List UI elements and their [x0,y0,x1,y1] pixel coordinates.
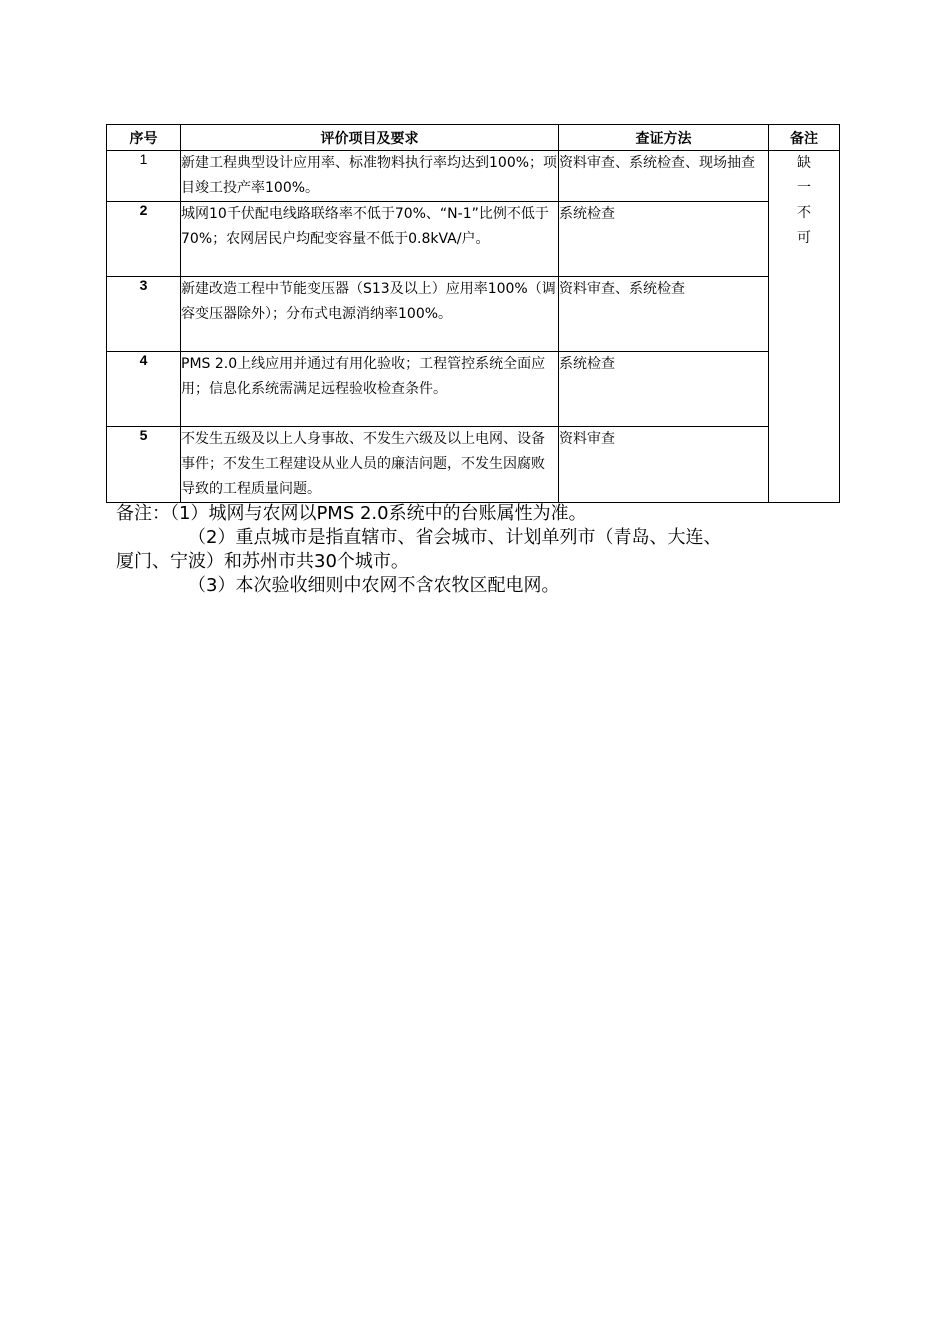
note-2-line-1: （2）重点城市是指直辖市、省会城市、计划单列市（青岛、大连、 [188,527,722,548]
table-row [107,277,840,352]
row-item: 不发生五级及以上人身事故、不发生六级及以上电网、设备事件；不发生工程建设从业人员的廉洁问题，不发生因腐败导致的工程质量问题。 [181,427,559,503]
row-item: 城网10千伏配电线路联络率不低于70%、“N-1”比例不低于70%；农网居民户均配变容量不低于0.8kVA/户。 [181,202,559,277]
row-number: 5 [107,427,181,503]
row-method: 资料审查 [559,427,769,503]
remark-char: 缺 [797,155,811,171]
note-1: （1）城网与农网以PMS 2.0系统中的台账属性为准。 [170,503,587,524]
remark-char: 一 [797,180,811,196]
row-number: 3 [107,277,181,352]
row-number: 2 [107,202,181,277]
row-number: 1 [107,151,181,202]
table-header-row [107,125,840,151]
row-number: 4 [107,352,181,427]
row-method: 系统检查 [559,352,769,427]
table-row [107,352,840,427]
header-method: 查证方法 [559,125,769,151]
remark-cell [769,151,840,503]
table-row [107,202,840,277]
note-line-1 [116,502,876,526]
header-remark: 备注 [769,125,840,151]
header-serial: 序号 [107,125,181,151]
row-method: 资料审查、系统检查 [559,277,769,352]
row-item: PMS 2.0上线应用并通过有用化验收；工程管控系统全面应用；信息化系统需满足远程验收检查条件。 [181,352,559,427]
header-item: 评价项目及要求 [181,125,559,151]
row-item: 新建改造工程中节能变压器（S13及以上）应用率100%（调容变压器除外）；分布式电源消纳率100%。 [181,277,559,352]
row-method: 系统检查 [559,202,769,277]
note-2-line-2: 厦门、宁波）和苏州市共30个城市。 [116,551,409,572]
notes-label: 备注： [116,503,170,524]
evaluation-table [106,124,840,503]
remark-char: 不 [797,205,811,221]
row-item: 新建工程典型设计应用率、标准物料执行率均达到100%；项目竣工投产率100%。 [181,151,559,202]
table-row [107,151,840,202]
table-row [107,427,840,503]
notes-section [116,502,876,598]
remark-char: 可 [797,230,811,246]
note-3: （3）本次验收细则中农网不含农牧区配电网。 [188,575,560,596]
row-method: 资料审查、系统检查、现场抽查 [559,151,769,202]
